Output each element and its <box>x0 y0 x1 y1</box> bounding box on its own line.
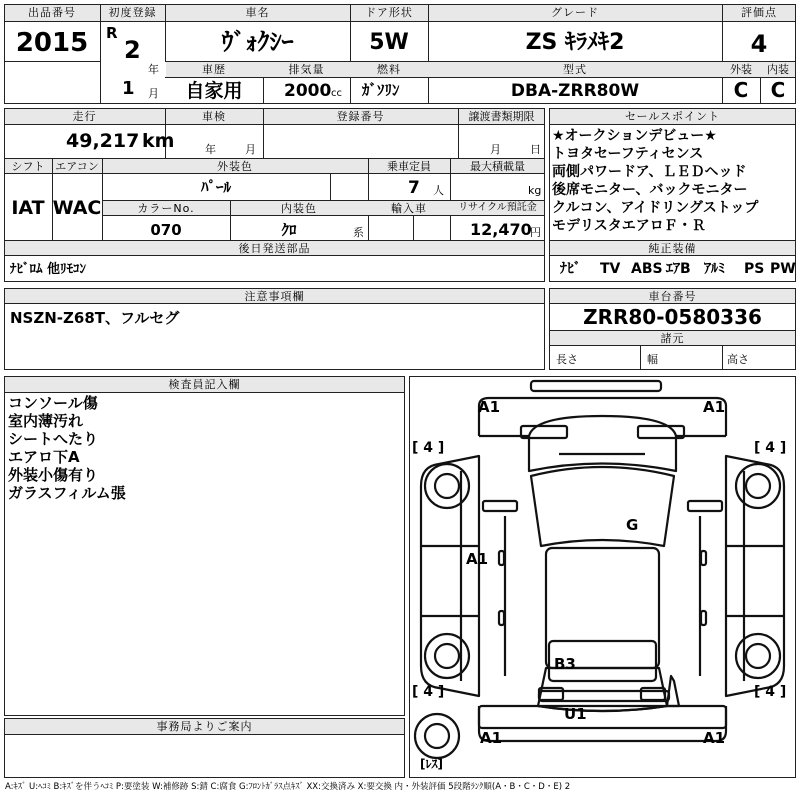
equipment-item: ｱﾙﾐ <box>704 261 725 277</box>
equipment-item: ｴｱB <box>666 261 691 277</box>
reg-year: 2 <box>124 36 141 64</box>
exterior-label: 外装 <box>730 63 752 76</box>
damage-front-left: A1 <box>478 398 501 416</box>
sales-line: モデリスタエアロＦ・Ｒ <box>552 218 706 234</box>
tire-front-right: [ 4 ] <box>754 440 787 456</box>
equipment-item: PW <box>770 261 796 277</box>
first-reg-label: 初度登録 <box>108 6 157 19</box>
color-no: 070 <box>150 221 182 239</box>
inspector-line: シートへたり <box>8 430 99 448</box>
year-unit: 年 <box>148 63 159 76</box>
transfer-label: 譲渡書類期限 <box>468 110 535 123</box>
width-label: 幅 <box>647 353 658 366</box>
recycle-label: リサイクル預託金 <box>458 202 537 213</box>
load-label: 最大積載量 <box>470 160 525 173</box>
notes-label: 注意事項欄 <box>244 290 305 303</box>
inspection-label: 車検 <box>202 110 226 123</box>
recycle: 12,470 <box>470 220 532 239</box>
model-code: DBA-ZRR80W <box>510 81 640 101</box>
sales-line: 後席モニター、バックモニター <box>552 182 748 198</box>
int-color: ｸﾛ <box>281 221 297 239</box>
equipment-item: PS <box>744 261 765 277</box>
model-label: 型式 <box>563 63 587 76</box>
capacity-label: 乗車定員 <box>387 160 431 173</box>
displacement-label: 排気量 <box>288 63 325 76</box>
displacement: 2000 <box>284 81 332 101</box>
cc-unit: cc <box>331 88 342 99</box>
capacity: 7 <box>408 178 420 198</box>
month-unit: 月 <box>148 87 159 100</box>
capacity-unit: 人 <box>433 184 444 197</box>
color: ﾊﾟｰﾙ <box>200 178 231 196</box>
score: 4 <box>750 30 768 58</box>
equipment-item: TV <box>600 261 621 277</box>
history: 自家用 <box>185 80 243 102</box>
equipment-item: ABS <box>631 261 663 277</box>
sales-line: クルコン、アイドリングストップ <box>552 200 759 216</box>
interior-label: 内装 <box>767 63 789 76</box>
inspection-year-unit: 年 <box>205 143 216 156</box>
car-name-label: 車名 <box>245 6 270 19</box>
grade: ZS ｷﾗﾒｷ2 <box>525 30 625 55</box>
history-label: 車歴 <box>202 63 226 76</box>
office-label: 事務局よりご案内 <box>156 720 253 733</box>
color-label: 外装色 <box>217 160 253 173</box>
fuel: ｶﾞｿﾘﾝ <box>362 81 400 99</box>
tire-spare: [ﾚｽ] <box>420 757 443 771</box>
sales-line: ★オークションデビュー★ <box>552 128 717 144</box>
tire-front-left: [ 4 ] <box>412 440 445 456</box>
shift: IAT <box>11 197 45 219</box>
height-label: 高さ <box>727 353 749 366</box>
inspector-label: 検査員記入欄 <box>168 378 241 391</box>
lot-label: 出品番号 <box>28 6 76 19</box>
int-color-label: 内装色 <box>281 202 317 215</box>
door-label: ドア形状 <box>365 6 413 19</box>
shift-label: シフト <box>11 160 45 173</box>
tire-rear-right: [ 4 ] <box>754 684 787 700</box>
grade-label: グレード <box>551 6 599 19</box>
mileage-label: 走行 <box>72 110 97 123</box>
load-unit: kg <box>528 184 542 197</box>
transfer-day-unit: 日 <box>530 143 541 156</box>
inspector-line: ガラスフィルム張 <box>8 484 126 502</box>
sales-label: セールスポイント <box>624 110 720 123</box>
damage-side-left: A1 <box>466 550 489 568</box>
damage-rear-right: A1 <box>703 729 726 747</box>
ac-label: エアコン <box>55 160 99 173</box>
equipment-item: ﾅﾋﾞ <box>560 261 581 277</box>
inspector-line: 外装小傷有り <box>8 466 99 484</box>
chassis-number: ZRR80-0580336 <box>583 305 762 329</box>
damage-front-right: A1 <box>703 398 726 416</box>
int-color-unit: 系 <box>353 226 364 239</box>
inspection-month-unit: 月 <box>245 143 256 156</box>
plate-label: 登録番号 <box>336 110 385 123</box>
transfer-month-unit: 月 <box>490 143 501 156</box>
later-parts-label: 後日発送部品 <box>238 242 311 255</box>
legend: A:ｷｽﾞ U:ﾍｺﾐ B:ｷｽﾞを伴うﾍｺﾐ P:要塗装 W:補修跡 S:錆 C:腐食 G:ﾌﾛﾝﾄｶﾞﾗｽ点ｷｽﾞ XX:交換済み X:要交換 内・外装評価 5段階ﾗﾝｸ順(A・B・C・D・E) 2 <box>5 782 571 792</box>
sales-line: 両側パワードア、ＬＥＤヘッド <box>552 164 747 180</box>
damage-rear-left: A1 <box>480 729 503 747</box>
damage-glass: G <box>626 516 639 534</box>
exterior-grade: C <box>733 78 749 102</box>
interior-grade: C <box>770 78 786 102</box>
chassis-label: 車台番号 <box>648 290 697 303</box>
lot-number: 2015 <box>15 28 89 58</box>
damage-back-door: B3 <box>554 655 576 673</box>
door-type: 5W <box>369 30 409 55</box>
inspector-line: エアロ下A <box>8 448 80 466</box>
dims-label: 諸元 <box>660 332 685 345</box>
import-label: 輸入車 <box>391 202 427 215</box>
color-no-label: カラーNo. <box>137 202 195 215</box>
sales-line: トヨタセーフティセンス <box>552 146 704 162</box>
mileage-unit: km <box>142 130 175 152</box>
later-parts: ﾅﾋﾞﾛﾑ 他ﾘﾓｺﾝ <box>10 262 87 277</box>
reg-month: 1 <box>122 78 135 99</box>
score-label: 評価点 <box>741 6 777 19</box>
fuel-label: 燃料 <box>377 63 401 76</box>
era-mark: R <box>106 24 118 42</box>
inspector-line: 室内薄汚れ <box>8 412 84 430</box>
notes-text: NSZN-Z68T、フルセグ <box>10 309 180 327</box>
ac: WAC <box>52 197 102 219</box>
recycle-unit: 円 <box>530 226 541 239</box>
car-name: ｳﾞｫｸｼｰ <box>221 28 294 56</box>
tire-rear-left: [ 4 ] <box>412 684 445 700</box>
mileage: 49,217 <box>66 130 140 152</box>
damage-rear-bumper: U1 <box>564 705 587 723</box>
car-diagram <box>409 376 796 778</box>
inspector-line: コンソール傷 <box>8 394 98 412</box>
equipment-label: 純正装備 <box>648 242 697 255</box>
length-label: 長さ <box>556 353 578 366</box>
